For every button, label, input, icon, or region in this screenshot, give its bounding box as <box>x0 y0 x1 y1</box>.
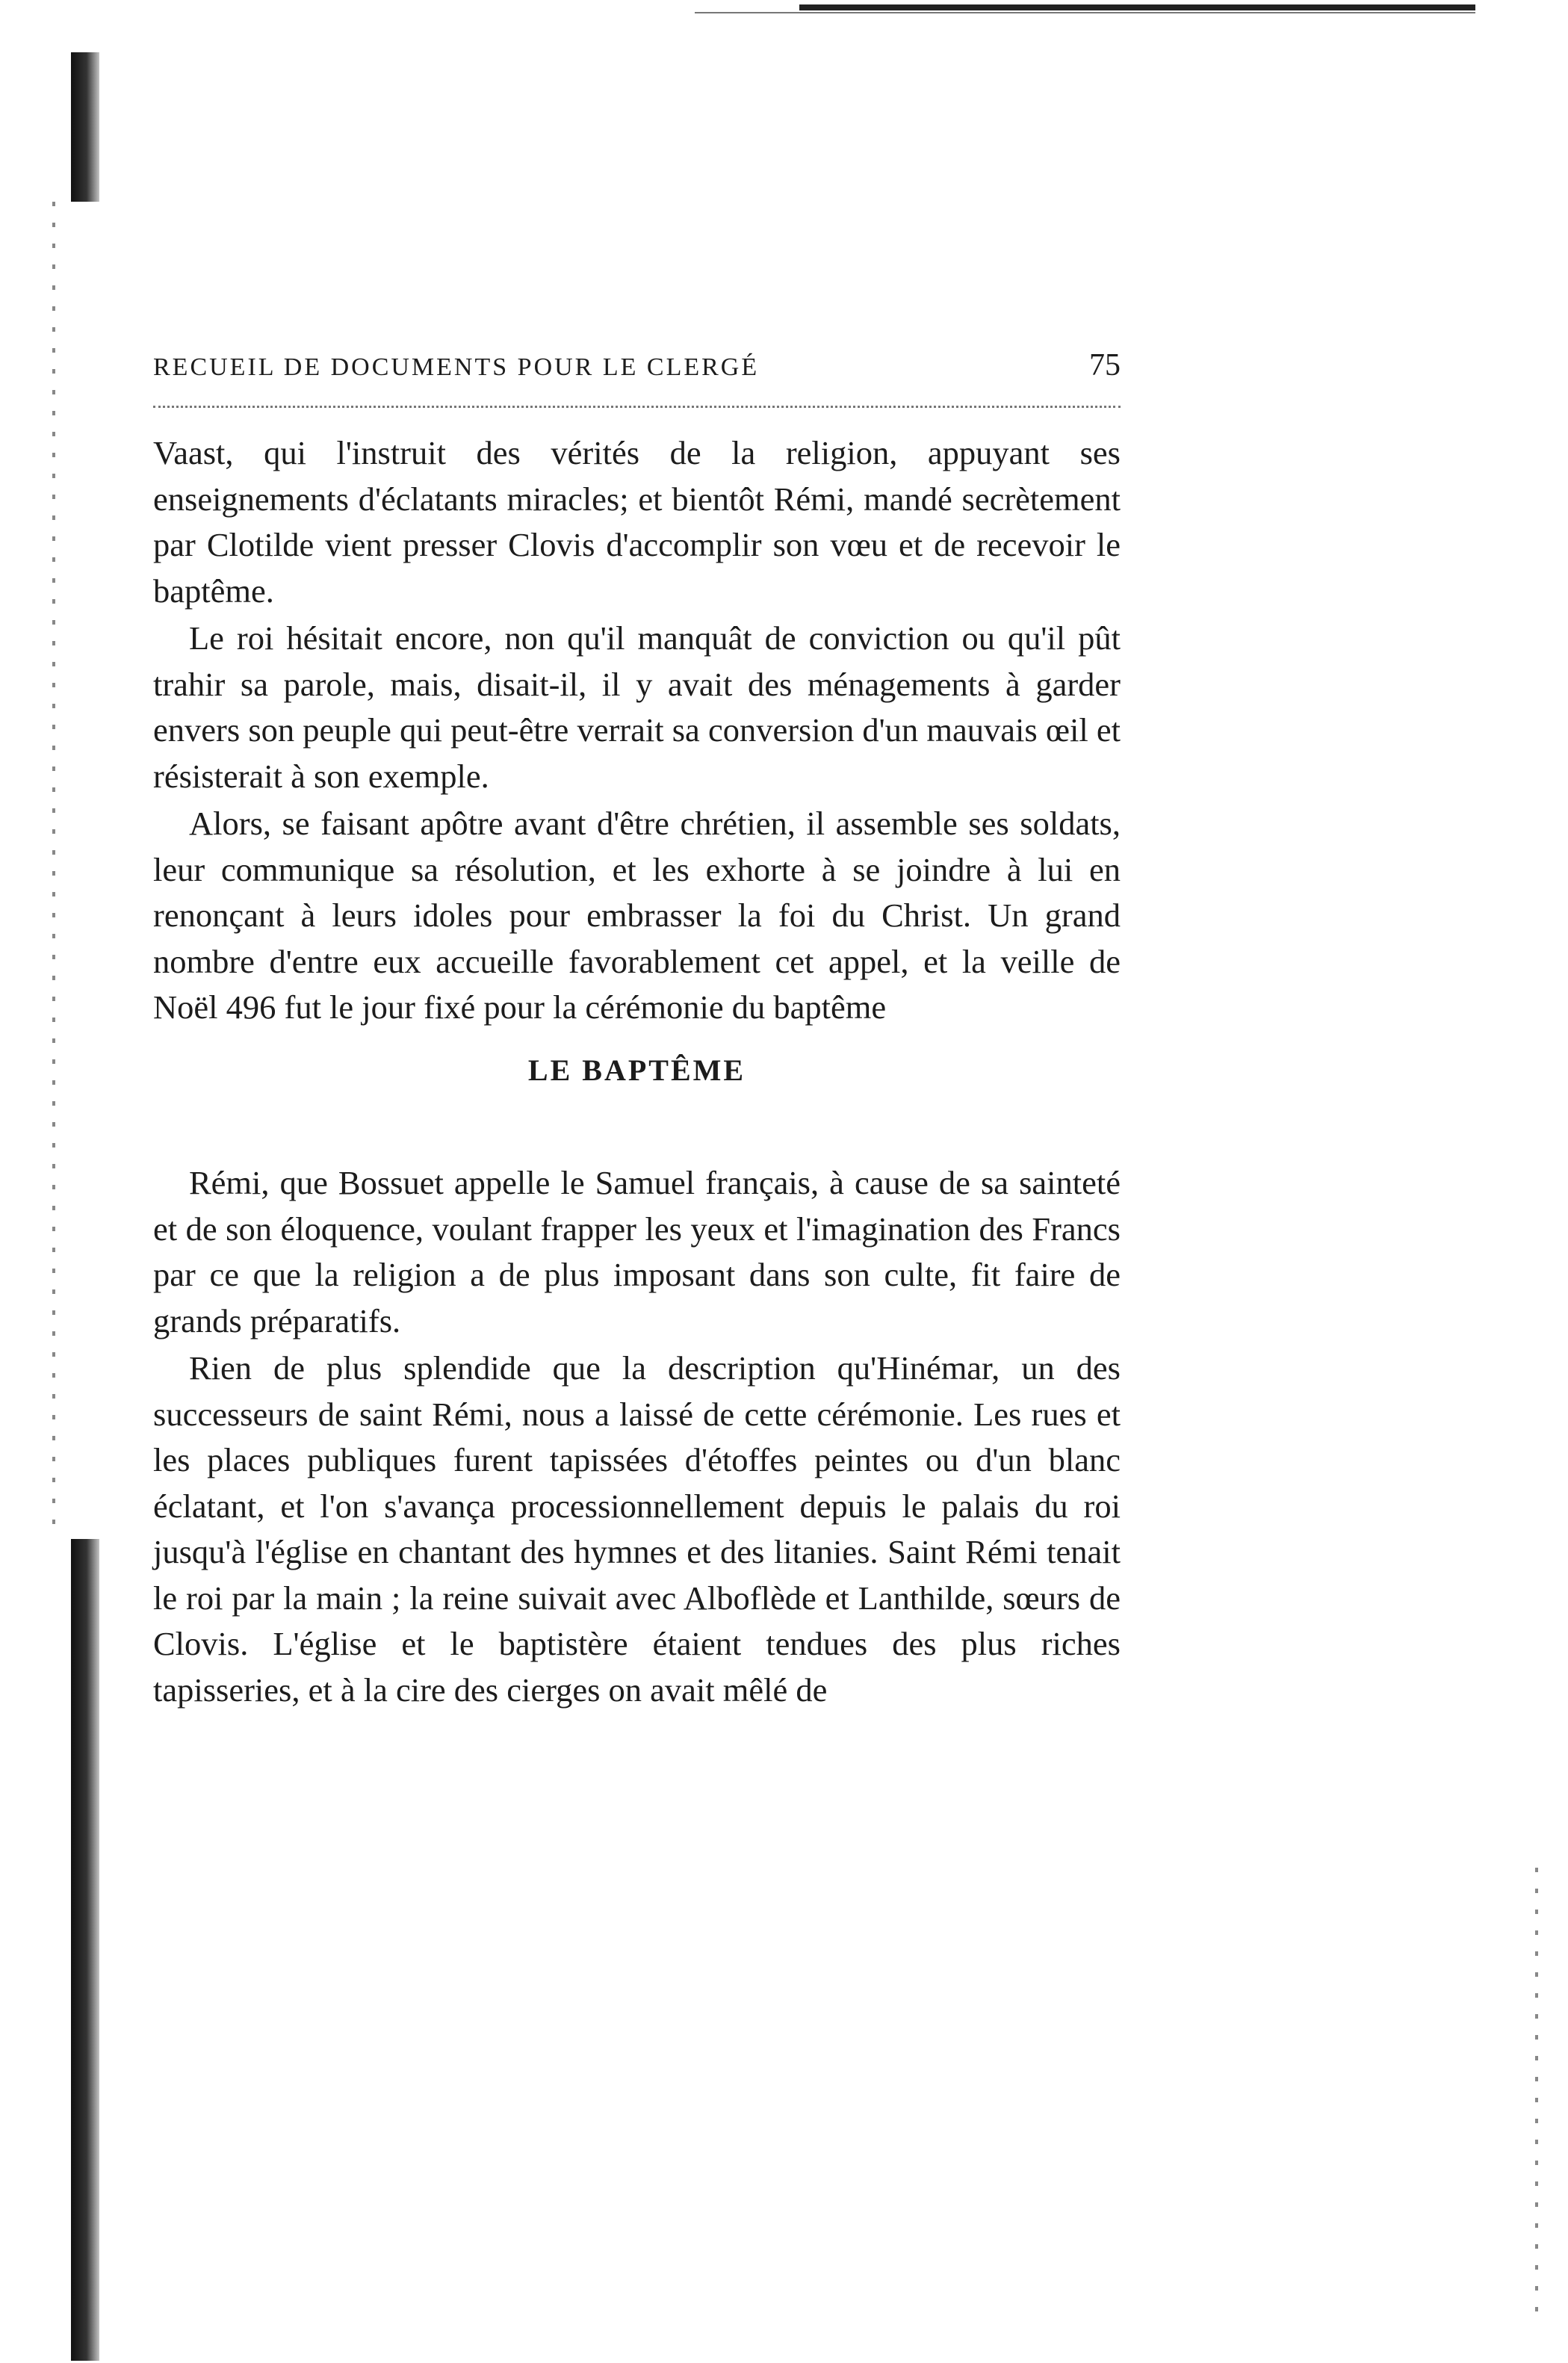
top-edge-thin-rule <box>695 12 1475 13</box>
right-edge-specks <box>1535 1868 1538 2316</box>
paragraph: Rien de plus splendide que la description qu'Hinémar, un des successeurs de saint Rémi, nous a laissé de cette cérémonie. Les rues et les places publiques furent tapissées d'étoffes peintes ou d'un blanc éclatant, et l'on s'avança processionnellement depuis le palais du roi jusqu'à l'église en chantant des hymnes et des litanies. Saint Rémi tenait le roi par la main ; la reine suivait avec Alboflède et Lanthilde, sœurs de Clovis. L'église et le baptistère étaient tendues des plus riches tapisseries, et à la cire des cierges on avait mêlé de <box>153 1349 1121 1709</box>
section-title: LE BAPTÊME <box>527 1053 746 1087</box>
running-head <box>153 347 1121 392</box>
page-number: 75 <box>1089 348 1121 383</box>
binding-shadow-bottom <box>71 1539 99 2361</box>
left-edge-specks <box>52 202 55 1532</box>
paragraph: Vaast, qui l'instruit des vérités de la religion, appuyant ses enseignements d'éclatants miracles; et bientôt Rémi, mandé secrètement par Clotilde vient presser Clovis d'accomplir son vœu et de recevoir le baptême. <box>153 434 1121 610</box>
body-text <box>153 430 1121 1713</box>
paragraph: Alors, se faisant apôtre avant d'être chrétien, il assemble ses soldats, leur communique sa résolution, et les exhorte à se joindre à lui en renonçant à leurs idoles pour embrasser la foi du Christ. Un grand nombre d'entre eux accueille favorablement cet appel, et la veille de Noël 496 fut le jour fixé pour la cérémonie du baptême <box>153 805 1121 1026</box>
paragraph: Rémi, que Bossuet appelle le Samuel français, à cause de sa sainteté et de son éloquence, voulant frapper les yeux et l'imagination des Francs par ce que la religion a de plus imposant dans son culte, fit faire de grands préparatifs. <box>153 1164 1121 1340</box>
book-page <box>153 347 1121 1715</box>
paragraph: Le roi hésitait encore, non qu'il manquât de conviction ou qu'il pût trahir sa parole, mais, disait-il, il y avait des ménagements à garder envers son peuple qui peut-être verrait sa conversion d'un mauvais œil et résisterait à son exemple. <box>153 619 1121 795</box>
top-edge-rule <box>799 4 1475 10</box>
binding-shadow-top <box>71 52 99 202</box>
running-head-title: RECUEIL DE DOCUMENTS POUR LE CLERGÉ <box>153 353 760 381</box>
running-head-rule <box>153 406 1121 408</box>
